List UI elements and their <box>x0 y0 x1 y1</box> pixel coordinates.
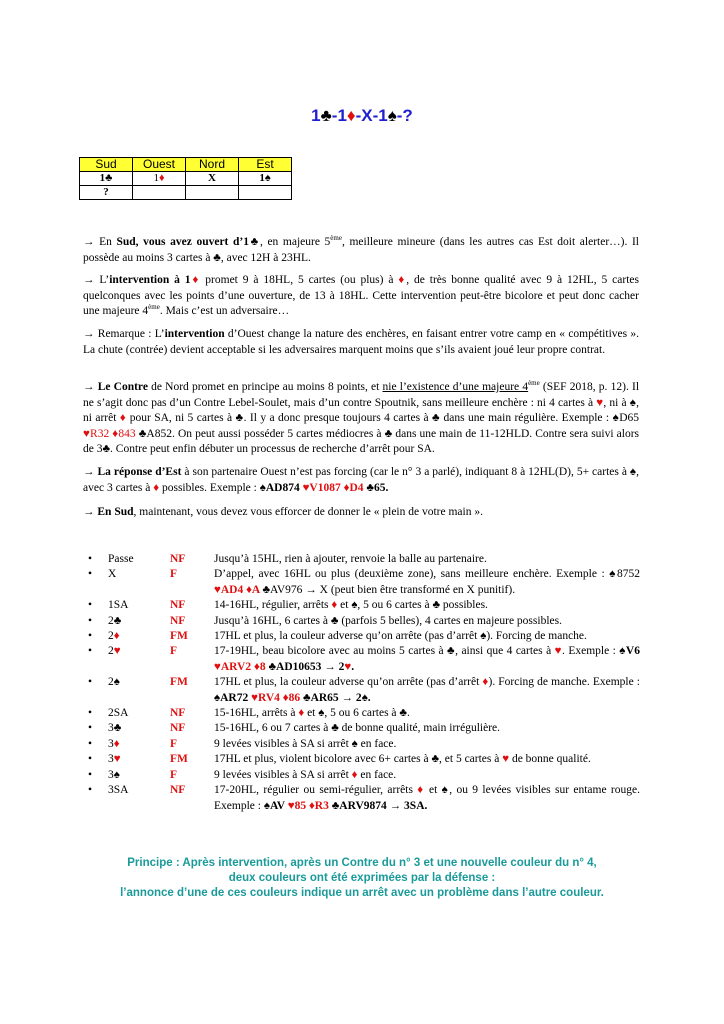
bid-type: NF <box>170 707 186 720</box>
bid-label: Passe <box>108 553 134 565</box>
bid-description: D’appel, avec 16HL ou plus (deuxième zone), sans meilleure enchère. Exemple : ♠8752 ♥AD4 ♦A ♣AV976 → X (peut bien être transformé en X punitif). <box>214 568 640 596</box>
bid-type: NF <box>170 614 186 627</box>
bid-label: 2SA <box>108 707 129 720</box>
bid-description: 17HL et plus, la couleur adverse qu’on arrête (pas d’arrêt ♠). Forcing de manche. <box>214 630 587 643</box>
paragraph-contre: → Le Contre de Nord promet en principe au moins 8 points, et nie l’existence d’une majeure 4ème (SEF 2018, p. 12). Il ne s’agit donc pas d’un Contre Lebel-Soulet, mais d’un contre Spoutnik, sans meilleure enchère : ni 4 cartes à ♥, ni à ♠, ni arrêt ♦ pour SA, ni 5 cartes à ♣. Il y a donc presque toujours 4 cartes à ♣ dans une main régulière. Exemple : ♠D65 ♥R32 ♦843 ♣A852. On peut aussi posséder 5 cartes médiocres à ♣ dans une main de 11-12HLD. Contre sera suivi alors de 3♣. Contre peut enfin débuter un processus de recherche d’arrêt pour SA. <box>83 379 640 455</box>
bid-type: NF <box>170 722 186 735</box>
header-sud: Sud <box>80 158 133 172</box>
bid-type: FM <box>170 630 188 643</box>
bid-empty <box>186 186 239 200</box>
list-item: • 3♥ FM 17HL et plus, violent bicolore avec 6+ cartes à ♣, et 5 cartes à ♥ de bonne qualité. <box>88 752 640 767</box>
list-item: • 2SA NF 15-16HL, arrêts à ♦ et ♠, 5 ou 6 cartes à ♣. <box>88 706 640 721</box>
header-est: Est <box>239 158 292 172</box>
bid-description: Jusqu’à 16HL, 6 cartes à ♣ (parfois 5 belles), 4 cartes en majeure possibles. <box>214 614 562 627</box>
bid-label: 2♠ <box>108 676 120 689</box>
bid-label: 2♥ <box>108 645 121 658</box>
list-item: • 3♦ F 9 levées visibles à SA si arrêt ♠ en face. <box>88 737 640 752</box>
list-item: • 2♠ FM 17HL et plus, la couleur adverse qu’on arrête (pas d’arrêt ♦). Forcing de manche. Exemple : ♠AR72 ♥RV4 ♦86 ♣AR65 → 2♠. <box>88 675 640 706</box>
bid-label: 3SA <box>108 784 129 797</box>
bid-type: F <box>170 568 178 581</box>
bid-type: F <box>170 768 178 781</box>
bid-description: 17HL et plus, violent bicolore avec 6+ cartes à ♣, et 5 cartes à ♥ de bonne qualité. <box>214 753 591 766</box>
principle-box <box>0 856 724 901</box>
paragraph-en-sud: → En Sud, maintenant, vous devez vous efforcer de donner le « plein de votre main ». <box>83 506 483 518</box>
bid-nord: X <box>186 172 239 186</box>
bid-description: 9 levées visibles à SA si arrêt ♠ en face. <box>214 737 397 750</box>
list-item: • 3♠ F 9 levées visibles à SA si arrêt ♦ en face. <box>88 768 640 783</box>
bid-description: Jusqu’à 15HL, rien à ajouter, renvoie la balle au partenaire. <box>214 553 487 565</box>
bid-sud-question: ? <box>80 186 133 200</box>
bid-empty <box>239 186 292 200</box>
principle-line: Principe : Après intervention, après un Contre du n° 3 et une nouvelle couleur du n° 4, <box>127 857 597 869</box>
header-ouest: Ouest <box>133 158 186 172</box>
bid-sud: 1♣ <box>80 172 133 186</box>
list-item: • 2♦ FM 17HL et plus, la couleur adverse qu’on arrête (pas d’arrêt ♠). Forcing de manche. <box>88 629 640 644</box>
list-item: • X F D’appel, avec 16HL ou plus (deuxième zone), sans meilleure enchère. Exemple : ♠8752 ♥AD4 ♦A ♣AV976 → X (peut bien être transformé en X punitif). <box>88 567 640 598</box>
bid-type: NF <box>170 553 186 565</box>
header-nord: Nord <box>186 158 239 172</box>
bid-type: NF <box>170 784 186 797</box>
bid-type: NF <box>170 599 186 612</box>
paragraph-intervention: → L’intervention à 1♦ promet 9 à 18HL, 5 cartes (ou plus) à ♦, de très bonne qualité avec 9 à 12HL, 5 cartes quelconques avec les points d’une ouverture, de 13 à 18HL. Cette intervention peut-être bicolore et peut donc cacher une majeure 4ème. Mais c’est un adversaire… <box>83 274 639 317</box>
list-item: • 2♣ NF Jusqu’à 16HL, 6 cartes à ♣ (parfois 5 belles), 4 cartes en majeure possibles. <box>88 614 640 629</box>
bid-label: 3♥ <box>108 753 121 766</box>
bidding-row <box>80 186 292 200</box>
list-item: • 3SA NF 17-20HL, régulier ou semi-régulier, arrêts ♦ et ♠, ou 9 levées visibles sur entame rouge. Exemple : ♠AV ♥85 ♦R3 ♣ARV9874 → 3SA. <box>88 783 640 814</box>
bid-empty <box>133 186 186 200</box>
list-item: • Passe NF Jusqu’à 15HL, rien à ajouter, renvoie la balle au partenaire. <box>88 552 640 567</box>
paragraph-reponse-est: → La réponse d’Est à son partenaire Ouest n’est pas forcing (car le n° 3 a parlé), indiquant 8 à 12HL(D), 5+ cartes à ♠, avec 3 cartes à ♦ possibles. Exemple : ♠AD874 ♥V1087 ♦D4 ♣65. <box>83 466 640 494</box>
bid-description: 14-16HL, régulier, arrêts ♦ et ♠, 5 ou 6 cartes à ♣ possibles. <box>214 599 488 612</box>
bid-type: FM <box>170 753 188 766</box>
bid-description: 15-16HL, arrêts à ♦ et ♠, 5 ou 6 cartes à ♣. <box>214 707 410 720</box>
bid-label: X <box>108 568 117 581</box>
bidding-row <box>80 172 292 186</box>
bid-description: 15-16HL, 6 ou 7 cartes à ♣ de bonne qualité, main irrégulière. <box>214 722 501 735</box>
paragraph-remarque: → Remarque : L’intervention d’Ouest change la nature des enchères, en faisant entrer votre camp en « compétitives ». La chute (contrée) devient acceptable si les adversaires marquent moins que s’ils avaient joué leur propre contrat. <box>83 328 639 356</box>
bid-label: 1SA <box>108 599 129 612</box>
list-item: • 2♥ F 17-19HL, beau bicolore avec au moins 5 cartes à ♣, ainsi que 4 cartes à ♥. Exemple : ♠V6 ♥ARV2 ♦8 ♣AD10653 → 2♥. <box>88 644 640 675</box>
bid-description: 17HL et plus, la couleur adverse qu’on arrête (pas d’arrêt ♦). Forcing de manche. Exemple : ♠AR72 ♥RV4 ♦86 ♣AR65 → 2♠. <box>214 676 640 704</box>
paragraph-sud-opening: → En Sud, vous avez ouvert d’1♣, en majeure 5ème, meilleure mineure (dans les autres cas Est doit alerter…). Il possède au moins 3 cartes à ♣, avec 12H à 23HL. <box>83 234 639 264</box>
principle-line: deux couleurs ont été exprimées par la défense : <box>228 872 496 884</box>
bid-description: 17-19HL, beau bicolore avec au moins 5 cartes à ♣, ainsi que 4 cartes à ♥. Exemple : ♠V6 ♥ARV2 ♦8 ♣AD10653 → 2♥. <box>214 645 640 673</box>
bid-label: 3♠ <box>108 768 120 781</box>
bid-type: FM <box>170 676 188 689</box>
bidding-header-row <box>80 158 292 172</box>
principle-line: l’annonce d’une de ces couleurs indique un arrêt avec un problème dans l’autre couleur. <box>120 887 604 899</box>
bid-type: F <box>170 737 178 750</box>
bidding-table <box>79 157 292 200</box>
bid-ouest: 1♦ <box>133 172 186 186</box>
bid-est: 1♠ <box>239 172 292 186</box>
bid-label: 3♦ <box>108 737 120 750</box>
bid-description: 9 levées visibles à SA si arrêt ♦ en face. <box>214 768 397 781</box>
bid-type: F <box>170 645 178 658</box>
bid-options-list <box>88 552 640 814</box>
bid-label: 2♣ <box>108 614 122 627</box>
bid-label: 2♦ <box>108 630 120 643</box>
bid-label: 3♣ <box>108 722 122 735</box>
list-item: • 3♣ NF 15-16HL, 6 ou 7 cartes à ♣ de bonne qualité, main irrégulière. <box>88 721 640 736</box>
bid-description: 17-20HL, régulier ou semi-régulier, arrêts ♦ et ♠, ou 9 levées visibles sur entame rouge. Exemple : ♠AV ♥85 ♦R3 ♣ARV9874 → 3SA. <box>214 784 640 812</box>
list-item: • 1SA NF 14-16HL, régulier, arrêts ♦ et ♠, 5 ou 6 cartes à ♣ possibles. <box>88 598 640 613</box>
page-title: 1♣-1♦-X-1♠-? <box>311 106 413 125</box>
